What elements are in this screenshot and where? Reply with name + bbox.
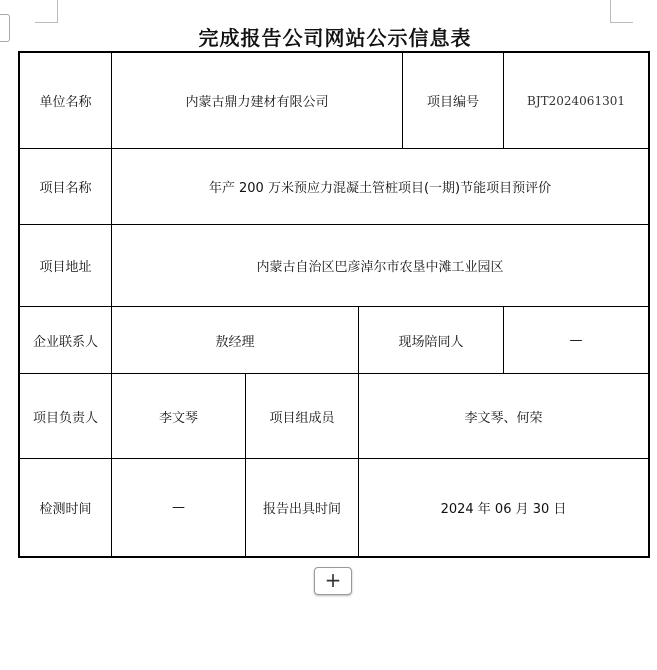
label-leader: 项目负责人: [20, 374, 112, 459]
value-contact: 敖经理: [112, 307, 359, 374]
label-company: 单位名称: [20, 53, 112, 149]
info-table: [18, 51, 650, 558]
page-corner-mark: [35, 0, 58, 23]
label-report-time: 报告出具时间: [246, 459, 359, 556]
value-company: 内蒙古鼎力建材有限公司: [112, 53, 403, 149]
label-project-name: 项目名称: [20, 149, 112, 225]
value-members: 李文琴、何荣: [359, 374, 648, 459]
label-members: 项目组成员: [246, 374, 359, 459]
value-report-time: 2024 年 06 月 30 日: [440, 502, 567, 517]
value-address: 内蒙古自治区巴彦淖尔市农垦中滩工业园区: [112, 225, 648, 307]
label-escort: 现场陪同人: [359, 307, 504, 374]
label-inspect-time: 检测时间: [20, 459, 112, 556]
value-leader: 李文琴: [112, 374, 246, 459]
label-contact: 企业联系人: [20, 307, 112, 374]
page-corner-mark: [610, 0, 633, 23]
value-project-no: BJT2024061301: [504, 53, 648, 149]
value-inspect-time: —: [112, 459, 246, 556]
value-project-name: 年产 200 万米预应力混凝土管桩项目(一期)节能项目预评价: [112, 149, 648, 225]
label-project-no: 项目编号: [403, 53, 504, 149]
value-escort: —: [504, 307, 648, 374]
label-address: 项目地址: [20, 225, 112, 307]
add-row-button[interactable]: +: [314, 567, 352, 595]
page-title: 完成报告公司网站公示信息表: [198, 26, 472, 50]
